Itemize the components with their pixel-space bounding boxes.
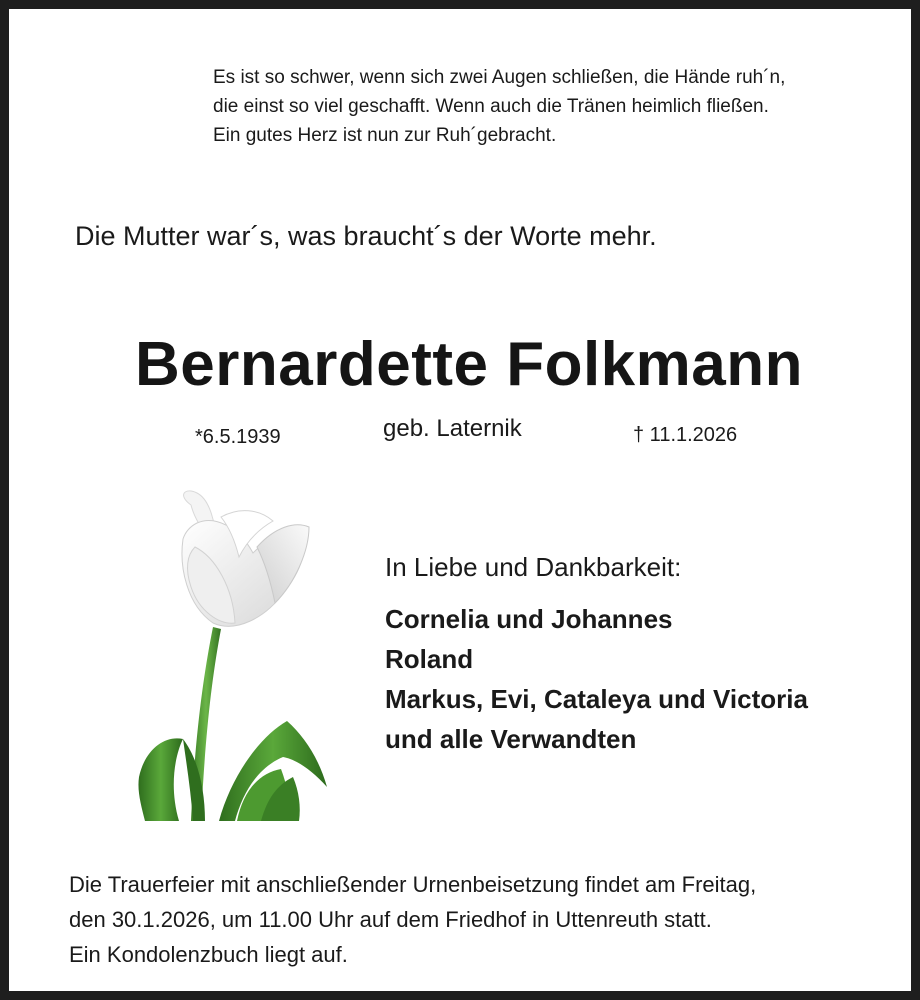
poem <box>213 63 785 150</box>
death-date: † 11.1.2026 <box>633 424 738 446</box>
deceased-name: Bernardette Folkmann <box>134 330 804 399</box>
mourner-line: und alle Verwandten <box>385 724 637 754</box>
poem-line: Ein gutes Herz ist nun zur Ruh´gebracht. <box>213 125 557 146</box>
birth-date: *6.5.1939 <box>195 426 281 448</box>
service-line: den 30.1.2026, um 11.00 Uhr auf dem Friedhof in Uttenreuth statt. <box>69 907 712 932</box>
mourners-intro: In Liebe und Dankbarkeit: <box>385 552 682 582</box>
mourners-list <box>385 599 808 759</box>
poem-line: Es ist so schwer, wenn sich zwei Augen schließen, die Hände ruh´n, <box>213 67 786 88</box>
service-line: Die Trauerfeier mit anschließender Urnenbeisetzung findet am Freitag, <box>69 872 757 897</box>
mourner-line: Cornelia und Johannes <box>385 604 673 634</box>
service-line: Ein Kondolenzbuch liegt auf. <box>69 942 348 967</box>
maiden-name: geb. Laternik <box>383 415 522 442</box>
mourner-line: Markus, Evi, Cataleya und Victoria <box>385 684 808 714</box>
service-info <box>69 867 756 972</box>
poem-line: die einst so viel geschafft. Wenn auch die Tränen heimlich fließen. <box>213 96 769 117</box>
white-tulip-icon <box>135 487 331 821</box>
mourner-line: Roland <box>385 644 474 674</box>
motto: Die Mutter war´s, was braucht´s der Worte mehr. <box>75 221 657 251</box>
